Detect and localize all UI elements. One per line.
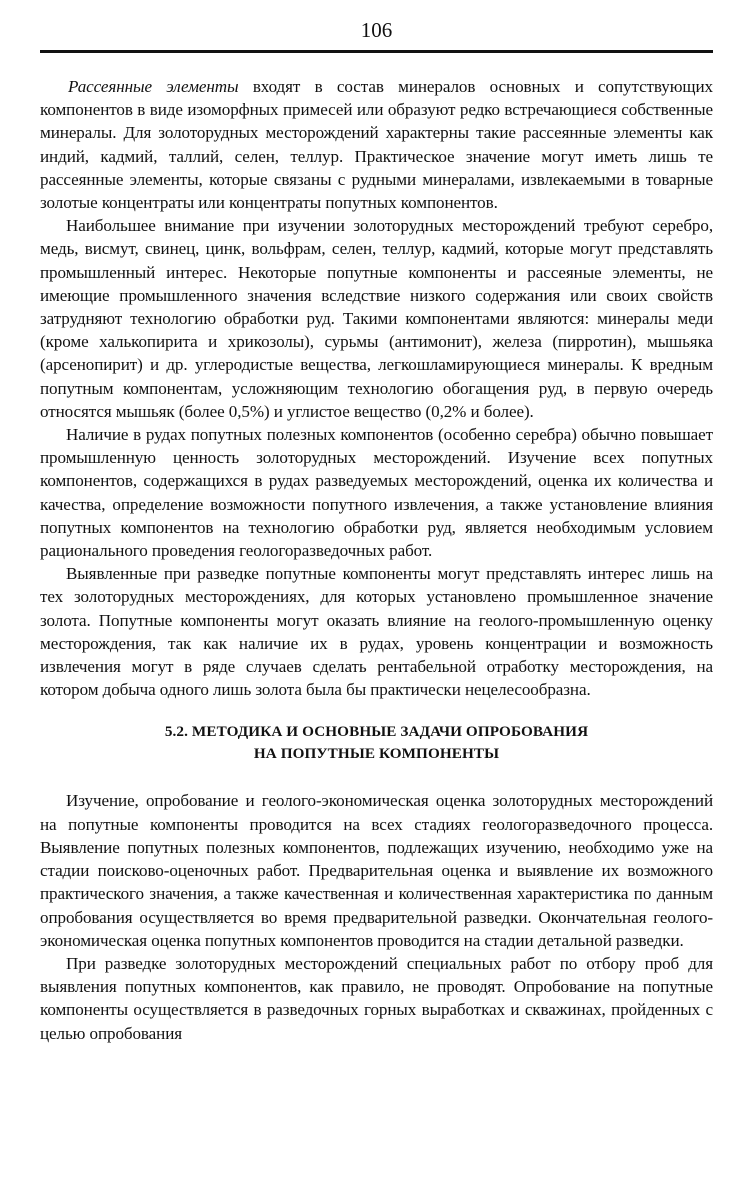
paragraph-attention: Наибольшее внимание при изучении золоторудных месторождений требуют серебро, медь, висмут, свинец, цинк, вольфрам, селен, теллур, кадмий, которые могут представлять промышленный интерес. Некоторые попутные компоненты и рассеяные элементы, не имеющие промышленного значения вследствие низкого содержания или своих свойств затрудняют технологию обработки руд. Такими компонентами являются: минералы меди (кроме халькопирита и хрикозолы), сурьмы (антимонит), железа (пирротин), мышьяка (арсенопирит) и др. углеродистые вещества, легкошламирующиеся минералы. К вредным попутным компонентам, усложняющим технологию обогащения руд, в первую очередь относятся мышьяк (более 0,5%) и углистое вещество (0,2% и более). bbox=[40, 216, 713, 421]
header-rule bbox=[40, 50, 713, 53]
paragraph-identified: Выявленные при разведке попутные компоненты могут представлять интерес лишь на тех золоторудных месторождениях, для которых установлено промышленное значение золота. Попутные компоненты могут оказать влияние на геолого-промышленную оценку месторождения, так как наличие их в рудах, уровень концентрации и возможность извлечения могут в ряде случаев сделать рентабельной отработку месторождения, на котором добыча одного лишь золота была бы практически нецелесообразна. bbox=[40, 564, 713, 700]
paragraph-exploration: При разведке золоторудных месторождений специальных работ по отбору проб для выявления попутных компонентов, как правило, не проводят. Опробование на попутные компоненты осуществляется в разведочных горных выработках и скважинах, пройденных с целью опробования bbox=[40, 953, 713, 1043]
paragraph-text: входят в состав минералов основных и сопутствующих компонентов в виде изоморфных примесей или образуют редко встречающиеся собственные минералы. Для золоторудных месторождений характерны такие рассеянные элементы как индий, кадмий, таллий, селен, теллур. Практическое значение могут иметь лишь те рассеянные элементы, которые связаны с рудными минералами, извлекаемыми в товарные золотые концентраты или концентраты попутных компонентов. bbox=[40, 77, 713, 213]
section-heading-line-2: НА ПОПУТНЫЕ КОМПОНЕНТЫ bbox=[253, 745, 500, 763]
section-heading bbox=[40, 721, 713, 765]
italic-term: Рассеянные элементы bbox=[68, 77, 239, 96]
paragraph-scattered-elements bbox=[40, 75, 713, 214]
section-heading-line-1: 5.2. МЕТОДИКА И ОСНОВНЫЕ ЗАДАЧИ ОПРОБОВАНИЯ bbox=[164, 723, 589, 741]
paragraph-presence: Наличие в рудах попутных полезных компонентов (особенно серебра) обычно повышает промышленную ценность золоторудных месторождений. Изучение всех попутных компонентов, содержащихся в рудах разведуемых месторождений, оценка их количества и качества, определение возможности попутного извлечения, а также установление влияния попутных компонентов на технологию обработки руд, является необходимым условием рационального проведения геологоразведочных работ. bbox=[40, 425, 713, 561]
page-number: 106 bbox=[360, 18, 393, 42]
paragraph-study: Изучение, опробование и геолого-экономическая оценка золоторудных месторождений на попутные компоненты проводится на всех стадиях геологоразведочного процесса. Выявление попутных полезных компонентов, подлежащих изучению, необходимо уже на стадии поисково-оценочных работ. Предварительная оценка и выявление их возможного практического значения, а также качественная и количественная характеристика по данным опробования осуществляется во время предварительной разведки. Окончательная геолого-экономическая оценка попутных компонентов проводится на стадии детальной разведки. bbox=[40, 791, 713, 950]
